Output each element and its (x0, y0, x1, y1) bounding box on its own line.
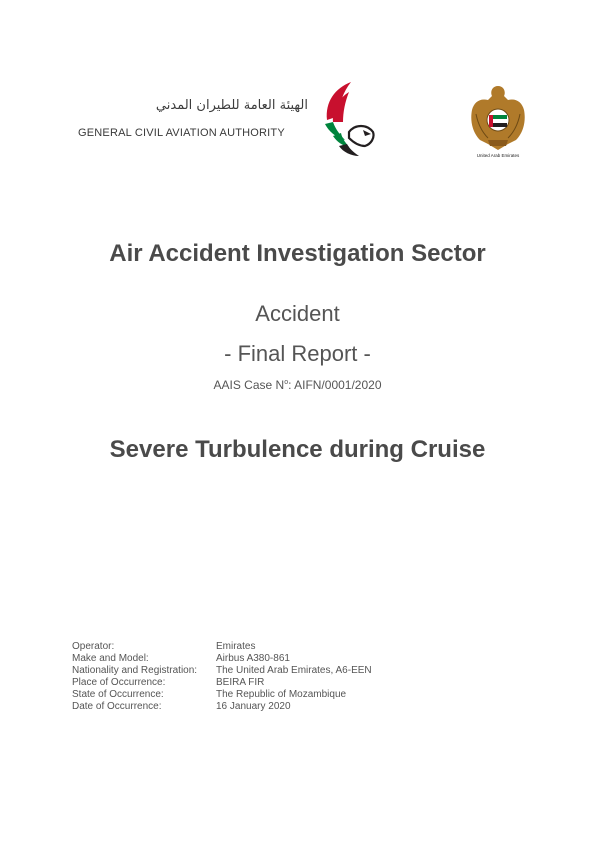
detail-value: BEIRA FIR (216, 677, 265, 688)
detail-label: Date of Occurrence: (72, 701, 162, 712)
detail-value: The Republic of Mozambique (216, 689, 347, 700)
case-number: : AIFN/0001/2020 (288, 378, 382, 392)
detail-label: Nationality and Registration: (72, 665, 198, 676)
gcaa-logo (72, 80, 382, 160)
detail-value: Emirates (216, 641, 256, 652)
detail-row-state (72, 689, 372, 701)
case-prefix: AAIS Case N (213, 378, 285, 392)
detail-value: 16 January 2020 (216, 701, 291, 712)
detail-row-nationality-registration (72, 665, 372, 677)
gcaa-falcon-mark-icon (319, 80, 381, 160)
detail-label: State of Occurrence: (72, 689, 164, 700)
report-type: - Final Report - (224, 341, 371, 366)
detail-row-place (72, 677, 372, 689)
uae-falcon-emblem-icon (466, 80, 530, 152)
emblem-caption: United Arab Emirates (476, 153, 520, 158)
detail-value: The United Arab Emirates, A6-EEN (216, 665, 372, 676)
gcaa-english-name: GENERAL CIVIL AVIATION AUTHORITY (78, 127, 285, 139)
detail-label: Make and Model: (72, 653, 149, 664)
detail-label: Place of Occurrence: (72, 677, 166, 688)
detail-row-operator (72, 641, 372, 653)
detail-value: Airbus A380-861 (216, 653, 290, 664)
gcaa-arabic-name: الهيئة العامة للطيران المدني (155, 98, 308, 113)
detail-row-make-model (72, 653, 372, 665)
uae-emblem (466, 80, 530, 166)
occurrence-details (72, 641, 372, 713)
sector-title: Air Accident Investigation Sector (109, 240, 486, 267)
report-title: Severe Turbulence during Cruise (109, 436, 486, 463)
detail-label: Operator: (72, 641, 115, 652)
case-superscript: o (284, 379, 289, 386)
detail-row-date (72, 701, 372, 713)
case-number-line (0, 378, 595, 392)
occurrence-type: Accident (255, 301, 340, 326)
